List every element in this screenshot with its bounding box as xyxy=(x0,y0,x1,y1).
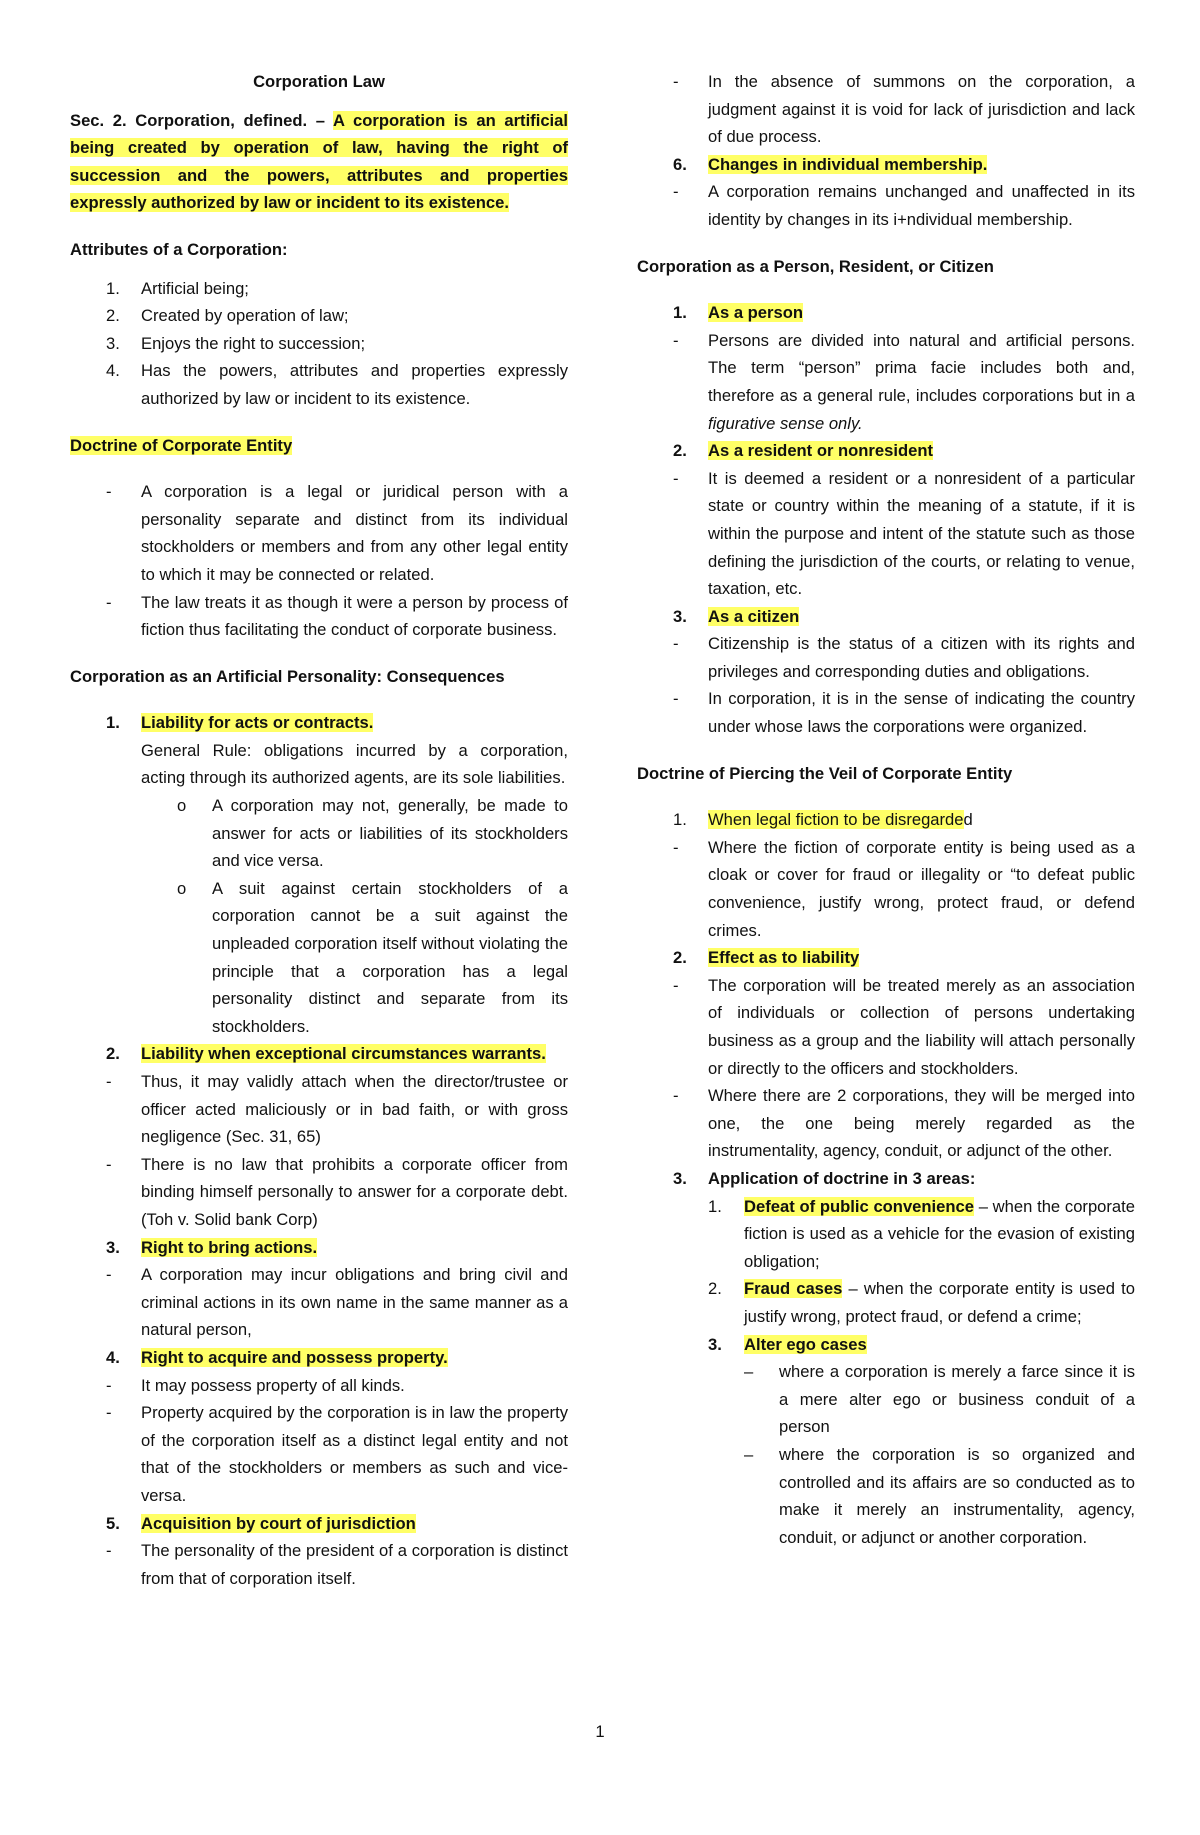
list-item: – where the corporation is so organized and controlled and its affairs are so conducted as to make it merely an instrumentality, agency, conduit, or adjunct or another corporation. xyxy=(744,1444,1135,1547)
list-item: 4. Has the powers, attributes and properties expressly authorized by law or incident to its existence. xyxy=(106,361,568,408)
list-item: - Where there are 2 corporations, they will be merged into one, the one being merely regarded as the instrumentality, agency, conduit, or adjunct of the other. xyxy=(673,1086,1135,1161)
person-title: 3. As a citizen xyxy=(673,606,800,626)
list-item: - It may possess property of all kinds. xyxy=(106,1375,405,1395)
piercing-title: 3. Application of doctrine in 3 areas: xyxy=(673,1168,976,1188)
piercing-title: 2. Effect as to liability xyxy=(673,948,860,968)
list-item: - In corporation, it is in the sense of indicating the country under whose laws the corporations were organized. xyxy=(673,689,1135,737)
list-item: 1. Artificial being; xyxy=(106,278,249,298)
person-title: 1. As a person xyxy=(673,303,803,323)
list-item: 1. Defeat of public convenience – when the corporate fiction is used as a vehicle for the evasion of existing obligation; xyxy=(708,1196,1135,1271)
page-number: 1 xyxy=(595,1722,605,1741)
list-item: o A suit against certain stockholders of a corporation cannot be a suit against the unpleaded corporation itself without violating the principle that a corporation has a legal personality distinct and separate from its stockholders. xyxy=(177,878,568,1036)
consequence-title: 3. Right to bring actions. xyxy=(106,1237,318,1257)
list-item: – where a corporation is merely a farce since it is a mere alter ego or business conduit of a person xyxy=(744,1362,1135,1437)
person-heading: Corporation as a Person, Resident, or Citizen xyxy=(637,256,994,276)
doctrine-entity-heading: Doctrine of Corporate Entity xyxy=(70,435,293,455)
consequences-heading: Corporation as an Artificial Personality: Consequences xyxy=(70,666,505,686)
list-item: - A corporation may incur obligations and bring civil and criminal actions in its own name in the same manner as a natural person, xyxy=(106,1265,568,1340)
list-item: - The law treats it as though it were a person by process of fiction thus facilitating the conduct of corporate business. xyxy=(106,592,568,640)
list-item: - A corporation remains unchanged and unaffected in its identity by changes in its i+ndividual membership. xyxy=(673,182,1135,229)
list-item: 2. Created by operation of law; xyxy=(106,306,349,326)
piercing-title: 1. When legal fiction to be disregarded xyxy=(673,810,973,830)
list-item: 3. Alter ego cases xyxy=(708,1334,867,1354)
sec2-highlight: A corporation is an artificial being created by operation of law, having the right of succession and the powers, attributes and properties expressly authorized by law or incident to its existence. xyxy=(70,110,568,213)
list-item: - Property acquired by the corporation is in law the property of the corporation itself as a distinct legal entity and not that of the stockholders or members as such and vice-versa. xyxy=(106,1403,568,1505)
list-item: - A corporation is a legal or juridical person with a personality separate and distinct from its individual stockholders or members and from any other legal entity to which it may be connected or related. xyxy=(106,482,568,584)
consequence-title: 6. Changes in individual membership. xyxy=(673,154,988,174)
attributes-heading: Attributes of a Corporation: xyxy=(70,239,288,259)
list-item: 3. Enjoys the right to succession; xyxy=(106,333,366,353)
list-item: - Thus, it may validly attach when the director/trustee or officer acted maliciously or in bad faith, or with gross negligence (Sec. 31, 65) xyxy=(106,1072,568,1147)
attributes-list xyxy=(70,275,568,413)
sec2-definition: Sec. 2. Corporation, defined. – A corporation is an artificial being created by operation of law, having the right of succession and the powers, attributes and properties expressly authorized by law or incident to its existence. xyxy=(70,110,568,213)
consequence-title: 5. Acquisition by court of jurisdiction xyxy=(106,1513,416,1533)
consequence-title: 2. Liability when exceptional circumstances warrants. xyxy=(106,1044,546,1064)
list-item: - Persons are divided into natural and artificial persons. The term “person” prima facie includes both and, therefore as a general rule, includes corporations but in a figurative sense only. xyxy=(673,330,1135,433)
list-item: 2. Fraud cases – when the corporate entity is used to justify wrong, protect fraud, or defend a crime; xyxy=(708,1279,1135,1326)
list-item: - The personality of the president of a corporation is distinct from that of corporation itself. xyxy=(106,1541,568,1588)
document-title: Corporation Law xyxy=(253,72,385,91)
consequence-title: 1. Liability for acts or contracts. xyxy=(106,713,374,733)
right-column xyxy=(637,68,1135,1551)
list-item: - Citizenship is the status of a citizen with its rights and privileges and corresponding duties and obligations. xyxy=(673,634,1135,681)
list-item: o A corporation may not, generally, be made to answer for acts or liabilities of its stockholders and vice versa. xyxy=(177,796,568,871)
consequence-title: 4. Right to acquire and possess property. xyxy=(106,1347,448,1367)
list-item: - In the absence of summons on the corporation, a judgment against it is void for lack of jurisdiction and lack of due process. xyxy=(673,72,1135,147)
list-item: - There is no law that prohibits a corporate officer from binding himself personally to answer for a corporate debt. (Toh v. Solid bank Corp) xyxy=(106,1154,568,1229)
piercing-heading: Doctrine of Piercing the Veil of Corporate Entity xyxy=(637,763,1013,783)
person-title: 2. As a resident or nonresident xyxy=(673,441,933,461)
list-item: - It is deemed a resident or a nonresident of a particular state or country within the meaning of a statute, if it is within the purpose and intent of the statute such as those defining the jurisdiction of the courts, or relating to venue, taxation, etc. xyxy=(673,468,1135,599)
left-column xyxy=(70,68,568,1592)
list-item: - The corporation will be treated merely as an association of individuals or collection of persons undertaking business as a group and the liability will attach personally or directly to the officers and stockholders. xyxy=(673,975,1135,1078)
list-item: - Where the fiction of corporate entity is being used as a cloak or cover for fraud or illegality or “to defeat public convenience, justify wrong, protect fraud, or defend crimes. xyxy=(673,837,1135,940)
consequence-body: General Rule: obligations incurred by a corporation, acting through its authorized agents, are its sole liabilities. xyxy=(141,740,568,788)
